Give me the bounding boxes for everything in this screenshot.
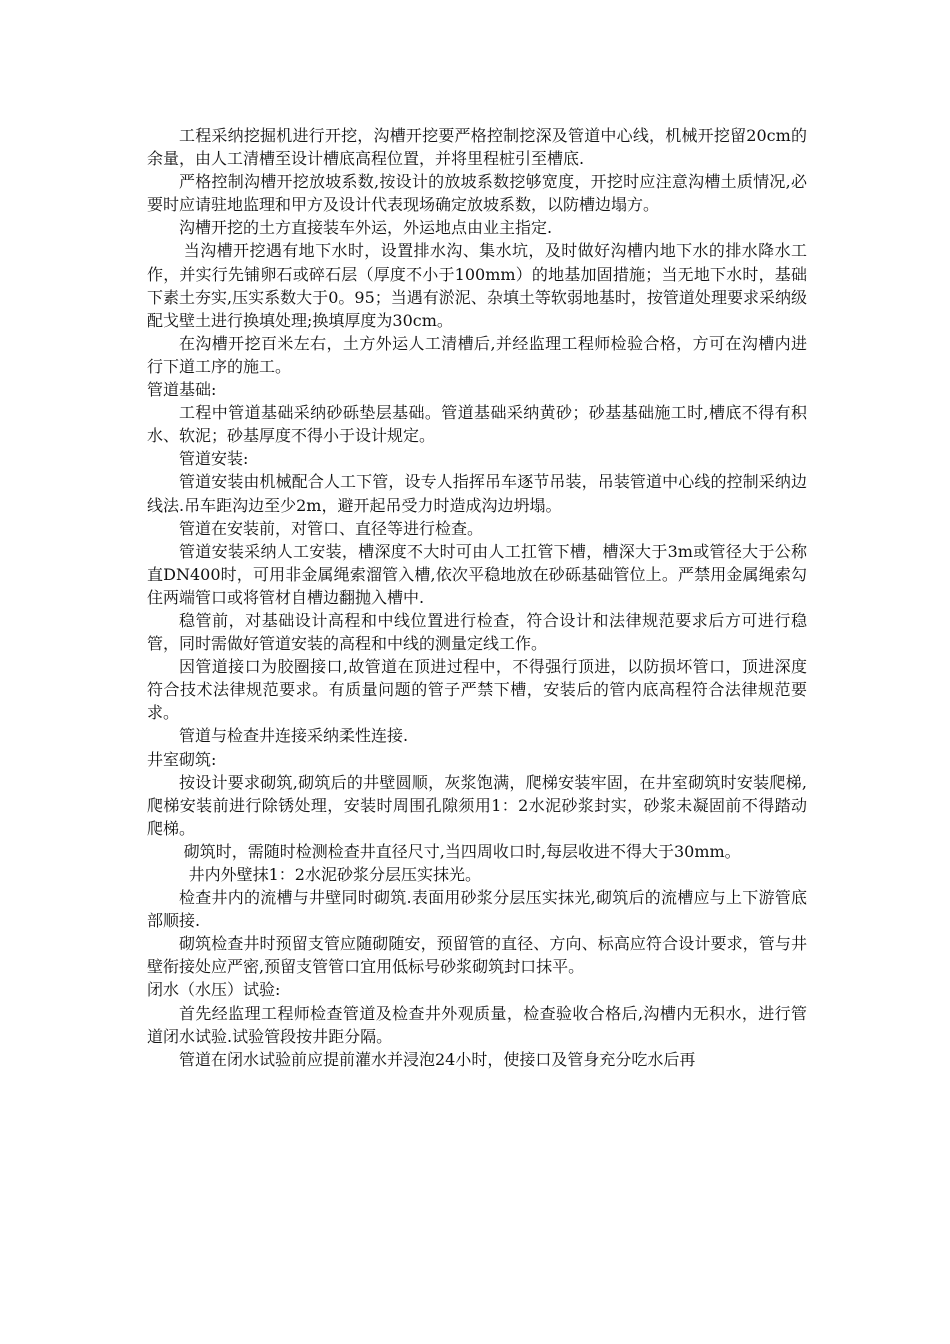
paragraph-flexible-connection: 管道与检查井连接采纳柔性连接. (179, 726, 409, 746)
paragraph-slope-control: 严格控制沟槽开挖放坡系数,按设计的放坡系数挖够宽度，开挖时应注意沟槽土质情况,必要时应请驻地监理和甲方及设计代表现场确定放坡系数，以防槽边塌方。 (147, 172, 807, 215)
paragraph-foundation: 工程中管道基础采纳砂砾垫层基础。管道基础采纳黄砂；砂基基础施工时,槽底不得有积水、软泥；砂基厚度不得小于设计规定。 (147, 403, 807, 446)
heading-water-test: 闭水（水压）试验: (147, 980, 281, 1000)
heading-pipe-installation: 管道安装: (179, 449, 249, 469)
paragraph-trench-inspection: 在沟槽开挖百米左右，土方外运人工清槽后,并经监理工程师检验合格，方可在沟槽内进行下道工序的施工。 (147, 333, 807, 376)
heading-pipe-foundation: 管道基础: (147, 380, 217, 400)
document-body (147, 124, 807, 1071)
paragraph-pipe-stabilizing: 稳管前，对基础设计高程和中线位置进行检查，符合设计和法律规范要求后方可进行稳管，同时需做好管道安装的高程和中线的测量定线工作。 (147, 610, 807, 654)
paragraph-branch-pipe: 砌筑检查井时预留支管应随砌随安，预留管的直径、方向、标高应符合设计要求，管与井壁衔接处应严密,预留支管管口宜用低标号砂浆砌筑封口抹平。 (147, 934, 807, 977)
paragraph-masonry-ladder: 按设计要求砌筑,砌筑后的井壁圆顺，灰浆饱满，爬梯安装牢固，在井室砌筑时安装爬梯,爬梯安装前进行除锈处理，安装时周围孔隙须用1：2水泥砂浆封实，砂浆未凝固前不得踏动爬梯。 (147, 772, 807, 838)
paragraph-trench-excavation: 工程采纳挖掘机进行开挖，沟槽开挖要严格控制挖深及管道中心线，机械开挖留20cm的余量，由人工清槽至设计槽底高程位置，并将里程桩引至槽底. (147, 126, 807, 169)
paragraph-rubber-joint: 因管道接口为胶圈接口,故管道在顶进过程中，不得强行顶进，以防损坏管口，顶进深度符合技术法律规范要求。有质量问题的管子严禁下槽，安装后的管内底高程符合法律规范要求。 (147, 657, 807, 723)
paragraph-diameter-check: 砌筑时，需随时检测检查井直径尺寸,当四周收口时,每层收进不得大于30mm。 (183, 841, 741, 861)
paragraph-flow-channel: 检查井内的流槽与井壁同时砌筑.表面用砂浆分层压实抹光,砌筑后的流槽应与上下游管底部顺接. (147, 888, 807, 931)
paragraph-wall-plastering: 井内外壁抹1：2水泥砂浆分层压实抹光。 (188, 865, 481, 884)
paragraph-pre-soak: 管道在闭水试验前应提前灌水并浸泡24小时，使接口及管身充分吃水后再 (179, 1049, 696, 1069)
paragraph-pre-install-check: 管道在安装前，对管口、直径等进行检查。 (179, 518, 484, 538)
heading-well-masonry: 井室砌筑: (147, 749, 217, 769)
paragraph-soil-transport: 沟槽开挖的土方直接装车外运，外运地点由业主指定. (179, 218, 553, 238)
paragraph-pipe-lowering: 管道安装由机械配合人工下管，设专人指挥吊车逐节吊装，吊装管道中心线的控制采纳边线法.吊车距沟边至少2m，避开起吊受力时造成沟边坍塌。 (147, 472, 807, 515)
paragraph-test-inspection: 首先经监理工程师检查管道及检查井外观质量，检查验收合格后,沟槽内无积水，进行管道闭水试验.试验管段按井距分隔。 (147, 1003, 807, 1046)
paragraph-groundwater: 当沟槽开挖遇有地下水时，设置排水沟、集水坑，及时做好沟槽内地下水的排水降水工作，并实行先铺卵石或碎石层（厚度不小于100mm）的地基加固措施；当无地下水时，基础下素土夯实,压实系数大于0。95；当遇有淤泥、杂填土等软弱地基时，按管道处理要求采纳级配戈壁土进行换填处理;换填厚度为30cm。 (147, 241, 807, 330)
paragraph-manual-install: 管道安装采纳人工安装，槽深度不大时可由人工扛管下槽，槽深大于3m或管径大于公称直DN400时，可用非金属绳索溜管入槽,依次平稳地放在砂砾基础管位上。严禁用金属绳索勾住两端管口或将管材自槽边翻抛入槽中. (147, 541, 807, 607)
